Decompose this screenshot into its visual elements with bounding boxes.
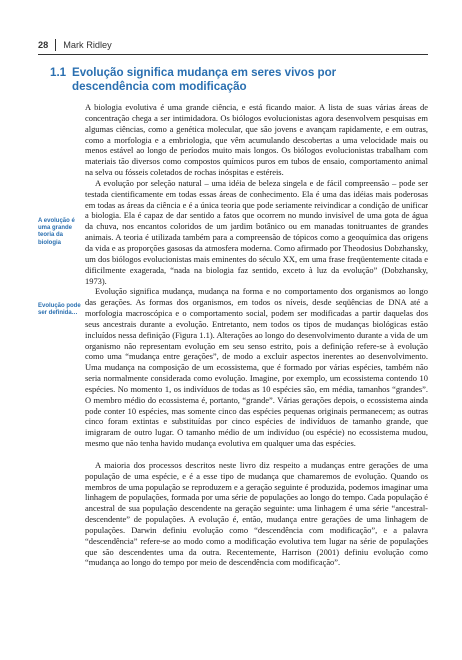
paragraph-2: A evolução por seleção natural – uma idéia de beleza singela e de fácil compreensão – pode ser testada cientificamente em todas essas áreas de conhecimento. Ela é uma das idéias mais poderosas em todas as áreas da ciência e é a única teoria que pode seriamente reivindicar a condição de unificar a biologia. Ela é capaz de dar sentido a fatos que ocorrem no mundo invisível de uma gota de água da chuva, nos encantos coloridos de um jardim botânico ou em manadas tonitruantes de grandes animais. A teoria é utilizada também para a compreensão de tópicos como a geoquímica das origens da vida e as proporções gasosas da atmosfera moderna. Como afirmado por Theodosius Dobzhansky, um dos biólogos evolucionistas mais eminentes do século XX, em uma frase freqüentemente citada e dificilmente exagerada, “nada na biologia faz sentido, exceto à luz da evolução” (Dobzhansky, 1973).: [85, 177, 428, 286]
section-heading: [50, 66, 370, 94]
paragraph-4: A maioria dos processos descritos neste livro diz respeito a mudanças entre gerações de uma população de uma espécie, e é a esse tipo de mudança que chamaremos de evolução. Quando os membros de uma população se reproduzem e a geração seguinte é produzida, podemos imaginar uma linhagem de populações, formada por uma série de populações ao longo do tempo. Cada população é ancestral de sua população descendente na geração seguinte: uma linhagem é uma série “ancestral-descendente” de populações. A evolução é, então, mudança entre gerações de uma linhagem de populações. Darwin definiu evolução como “descendência com modificação”, e a palavra “descendência” refere-se ao modo como a modificação evolutiva tem lugar na série de populações que são descendentes uma da outra. Recentemente, Harrison (2001) definiu evolução como “mudança ao longo do tempo por meio de descendência com modificação”.: [85, 459, 428, 568]
page-number: 28: [38, 40, 49, 50]
paragraph-1: A biologia evolutiva é uma grande ciência, e está ficando maior. A lista de suas várias áreas de concentração chega a ser intimidadora. Os biólogos evolucionistas agora desenvolvem pesquisas em algumas ciências, como a genética molecular, que são jovens e avançam rapidamente, e em outras, como a morfologia e a embriologia, que vêm acumulando descobertas a uma velocidade mais ou menos estável ao longo de períodos muito mais longos. Os biólogos evolucionistas trabalham com materiais tão diversos como compostos químicos puros em tubos de ensaio, comportamento animal na selva ou fósseis coletados de rochas inóspitas e estéreis.: [85, 102, 428, 178]
section-title-line-2: descendência com modificação: [72, 80, 247, 93]
running-head-author: Mark Ridley: [63, 40, 112, 50]
header-rule: [38, 54, 428, 55]
header-divider: [55, 39, 56, 51]
section-title-line-1: Evolução significa mudança em seres vivos por: [72, 66, 337, 79]
margin-note-2: Evolução pode ser definida…: [38, 303, 81, 317]
margin-note-1: A evolução é uma grande teoria da biologia: [38, 218, 75, 246]
section-number: 1.1: [50, 66, 67, 79]
running-header: [38, 38, 428, 52]
body-text: [85, 102, 428, 568]
paragraph-3: Evolução significa mudança, mudança na forma e no comportamento dos organismos ao longo das gerações. As formas dos organismos, em todos os níveis, desde seqüências de DNA até a morfologia macroscópica e o comportamento social, podem ser modificadas a partir daquelas dos seus ancestrais durante a evolução. Entretanto, nem todos os tipos de mudanças biológicas estão incluídos nessa definição (Figura 1.1). Alterações ao longo do desenvolvimento durante a vida de um organismo não representam evolução em seu senso estrito, pois a definição refere-se à evolução como uma “mudança entre gerações”, de modo a excluir aspectos inerentes ao desenvolvimento. Uma mudança na composição de um ecossistema, que é formado por várias espécies, também não seria normalmente considerada como evolução. Imagine, por exemplo, um ecossistema contendo 10 espécies. No momento 1, os indivíduos de todas as 10 espécies são, em média, tamanhos “grandes”. O membro médio do ecossistema é, portanto, “grande”. Várias gerações depois, o ecossistema ainda pode conter 10 espécies, mas somente cinco das espécies pequenas originais permanecem; as outras cinco foram extintas e substituídas por cinco espécies de indivíduos de tamanho grande, que imigraram de outro lugar. O tamanho médio de um indivíduo (ou espécie) no ecossistema mudou, mesmo que não tenha havido mudança evolutiva em qualquer uma das espécies.: [85, 286, 428, 449]
